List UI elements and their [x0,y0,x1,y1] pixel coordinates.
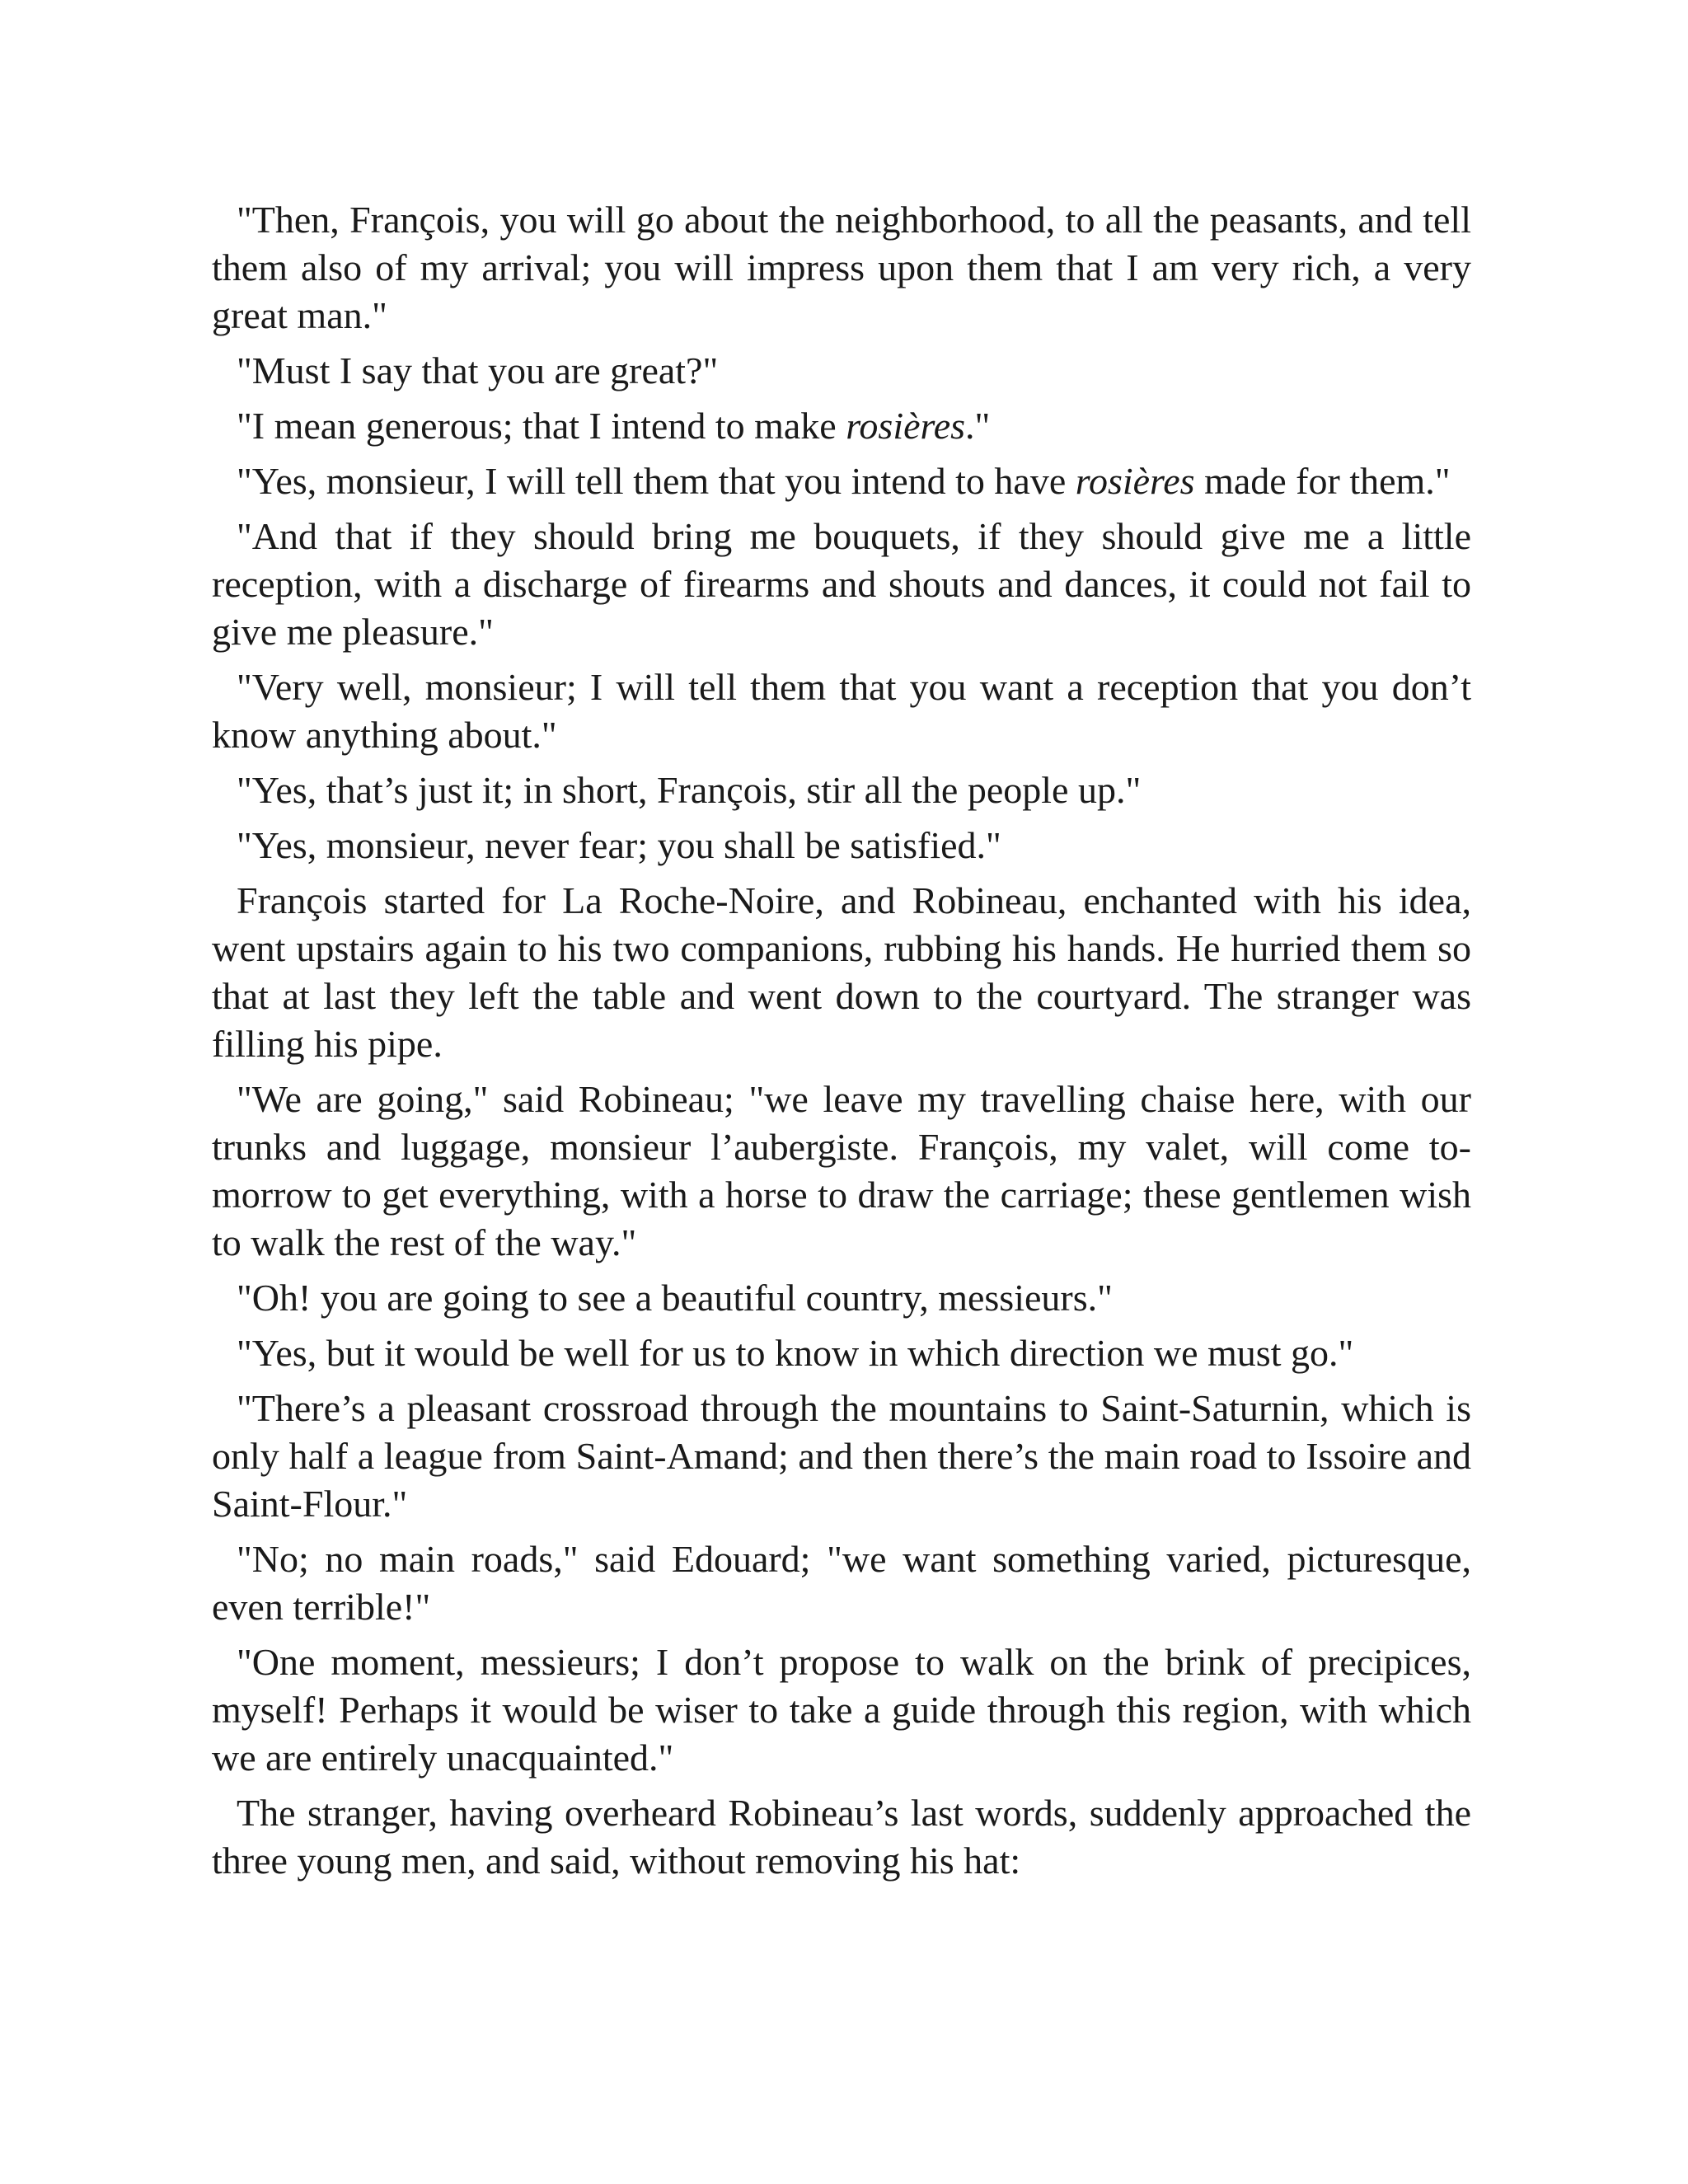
italic-term: rosières [1075,460,1195,502]
text-run: made for them." [1194,460,1451,502]
text-run: "I mean generous; that I intend to make [237,405,846,447]
document-page [212,196,1471,1892]
paragraph: "And that if they should bring me bouquets, if they should give me a little reception, with a discharge of firearms and shouts and dances, it could not fail to give me pleasure." [212,515,1471,653]
text-run: "Yes, monsieur, I will tell them that you intend to have [237,460,1076,502]
paragraph: "We are going," said Robineau; "we leave my travelling chaise here, with our trunks and luggage, monsieur l’aubergiste. François, my valet, will come to-morrow to get everything, with a horse to draw the carriage; these gentlemen wish to walk the rest of the way." [212,1078,1471,1263]
paragraph: "Very well, monsieur; I will tell them that you want a reception that you don’t know anything about." [212,666,1471,756]
paragraph: "Then, François, you will go about the neighborhood, to all the peasants, and tell them also of my arrival; you will impress upon them that I am very rich, a very great man." [212,199,1471,336]
paragraph: "Oh! you are going to see a beautiful country, messieurs." [237,1277,1113,1319]
paragraph [212,457,1471,505]
paragraph: "Must I say that you are great?" [237,349,719,391]
paragraph: "No; no main roads," said Edouard; "we want something varied, picturesque, even terrible!" [212,1538,1471,1628]
paragraph: "One moment, messieurs; I don’t propose to walk on the brink of precipices, myself! Perhaps it would be wiser to take a guide through this region, with which we are entirely unacquainted." [212,1641,1471,1779]
paragraph: "Yes, but it would be well for us to know in which direction we must go." [237,1332,1354,1374]
paragraph: François started for La Roche-Noire, and Robineau, enchanted with his idea, went upstairs again to his two companions, rubbing his hands. He hurried them so that at last they left the table and went down to the courtyard. The stranger was filling his pipe. [212,879,1471,1065]
text-run: ." [965,405,991,447]
paragraph: "Yes, monsieur, never fear; you shall be satisfied." [237,824,1001,866]
italic-term: rosières [846,405,966,447]
paragraph: "There’s a pleasant crossroad through the mountains to Saint-Saturnin, which is only half a league from Saint-Amand; and then there’s the main road to Issoire and Saint-Flour." [212,1387,1471,1525]
paragraph: "Yes, that’s just it; in short, François, stir all the people up." [237,769,1142,811]
paragraph: The stranger, having overheard Robineau’s last words, suddenly approached the three young men, and said, without removing his hat: [212,1792,1471,1882]
paragraph [212,402,1471,450]
